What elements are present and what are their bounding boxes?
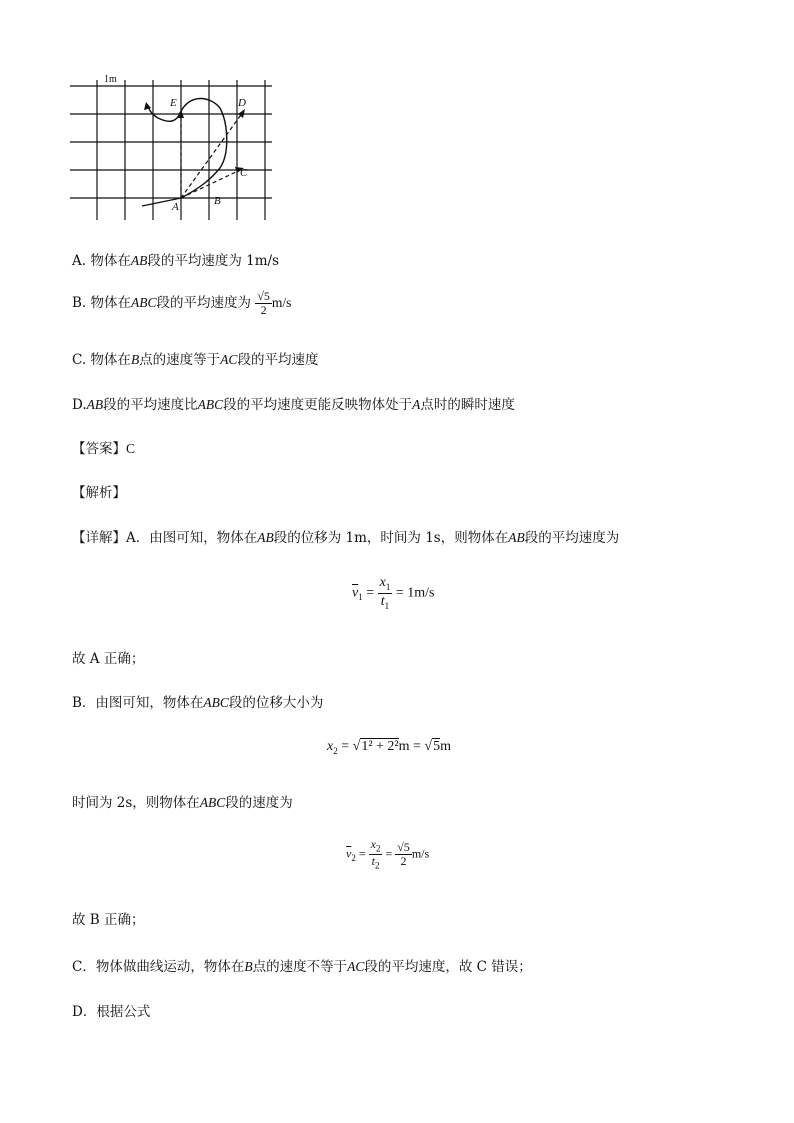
- option-b-fraction: $\frac{√5}{2}$: [257, 289, 270, 318]
- point-d-label: D: [238, 97, 246, 109]
- scale-label: 1m: [104, 74, 117, 85]
- point-e-label: E: [170, 97, 177, 109]
- detail-d-line: D．根据公式: [72, 1004, 151, 1020]
- option-d: D.AB段的平均速度比ABC段的平均速度更能反映物体处于A点时的瞬时速度: [72, 397, 515, 413]
- equation-1: $\overline{v}_1$ = $\frac{x_1}{t_1}$ = 1m/s: [352, 575, 435, 611]
- displacement-lines: [181, 112, 243, 198]
- point-a-label: A: [172, 201, 179, 213]
- option-a: A. 物体在AB段的平均速度为 1m/s: [72, 253, 280, 269]
- detail-b-conclusion: 故 B 正确；: [72, 912, 145, 928]
- point-b-label: B: [214, 195, 221, 207]
- answer-line: 【答案】C: [72, 441, 136, 457]
- equation-3: $\overline{v}_2$ = $\frac{x_2}{t_2}$ = $\frac{√5}{2}$ m/s: [346, 837, 430, 871]
- detail-a-line: 【详解】A．由图可知，物体在AB段的位移为 1m，时间为 1s，则物体在AB段的平均速度为: [72, 530, 620, 546]
- detail-b-line: B．由图可知，物体在ABC段的位移大小为: [72, 695, 324, 711]
- analysis-label: 【解析】: [72, 485, 126, 501]
- detail-b-time-line: 时间为 2s，则物体在ABC段的速度为: [72, 795, 293, 811]
- detail-a-conclusion: 故 A 正确；: [72, 651, 145, 667]
- detail-c-line: C．物体做曲线运动，物体在B点的速度不等于AC段的平均速度，故 C 错误；: [72, 959, 532, 975]
- option-c: C. 物体在B点的速度等于AC段的平均速度: [72, 352, 319, 368]
- option-b: B. 物体在ABC段的平均速度为 $\frac{√5}{2}$ m/s: [72, 289, 292, 318]
- point-c-label: C: [240, 167, 248, 179]
- motion-grid-figure: [60, 68, 280, 228]
- equation-2: $x_2 = √1^2 + 2^2m = √5m$: [327, 739, 451, 756]
